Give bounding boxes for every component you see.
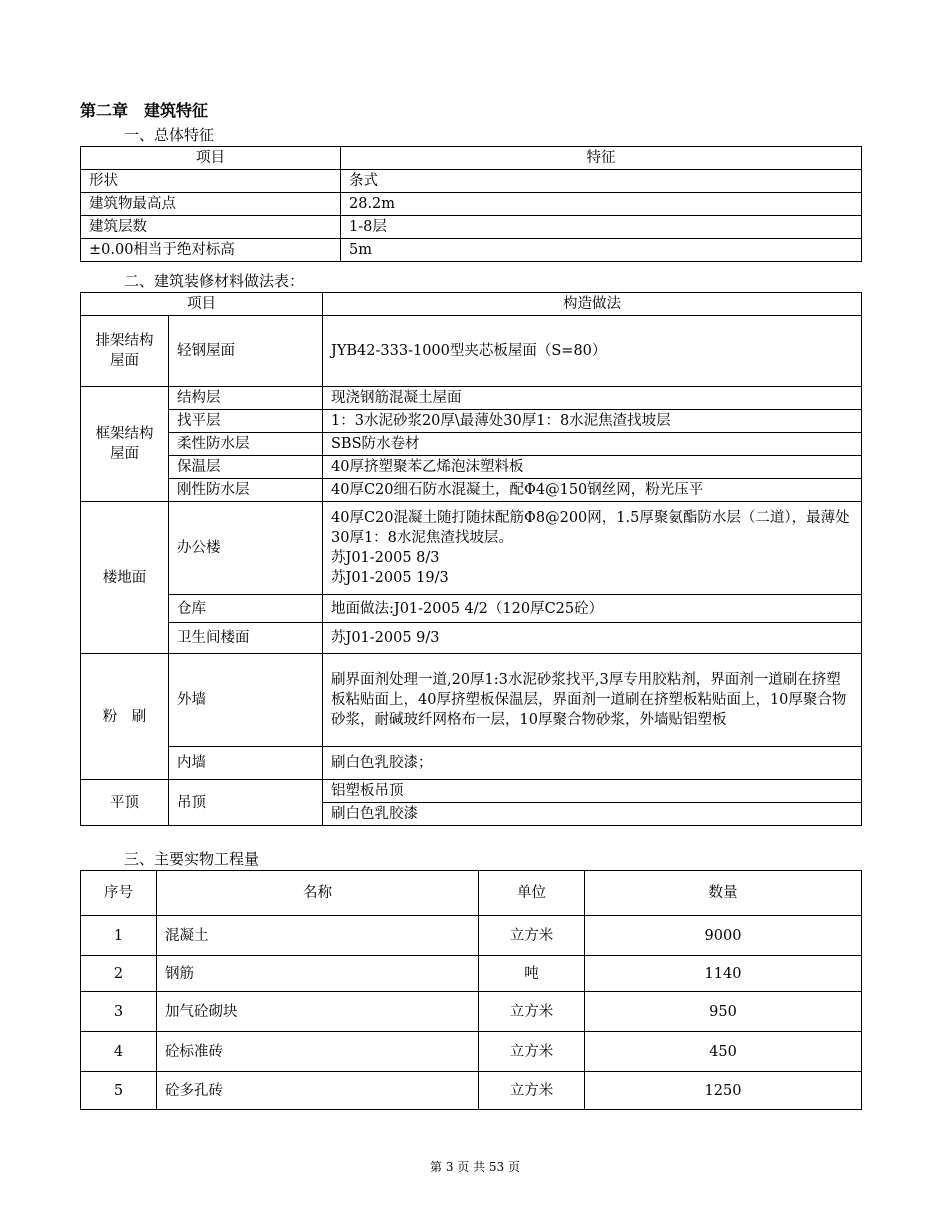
- item-cell: 结构层: [169, 387, 323, 410]
- quantity-cell: 1250: [585, 1072, 862, 1110]
- method-cell: 现浇钢筋混凝土屋面: [323, 387, 862, 410]
- unit-cell: 立方米: [479, 1032, 585, 1072]
- name-cell: 砼标准砖: [157, 1032, 479, 1072]
- item-cell: 找平层: [169, 410, 323, 433]
- quantities-table: [80, 870, 862, 1110]
- method-cell: 刷白色乳胶漆: [323, 803, 862, 826]
- table-row: [81, 956, 862, 992]
- chapter-title: 第二章 建筑特征: [80, 101, 209, 120]
- item-cell: 仓库: [169, 595, 323, 623]
- item-cell: 建筑物最高点: [81, 193, 341, 216]
- table-row: [81, 239, 862, 262]
- group-cell: 粉 刷: [81, 654, 169, 780]
- seq-cell: 5: [81, 1072, 157, 1110]
- finishes-table: [80, 292, 862, 826]
- unit-cell: 吨: [479, 956, 585, 992]
- header-cell: 构造做法: [323, 293, 862, 316]
- method-cell: 刷界面剂处理一道,20厚1:3水泥砂浆找平,3厚专用胶粘剂，界面剂一道刷在挤塑板粘贴面上，40厚挤塑板保温层，界面剂一道刷在挤塑板粘贴面上，10厚聚合物砂浆，耐碱玻纤网格布一层，10厚聚合物砂浆，外墙贴铝塑板: [323, 654, 862, 747]
- header-cell: 单位: [479, 871, 585, 916]
- header-cell: 特征: [341, 147, 862, 170]
- method-line: 40厚C20混凝土随打随抹配筋Φ8@200网，1.5厚聚氨酯防水层（二道），最薄处30厚1：8水泥焦渣找坡层。: [331, 510, 850, 546]
- unit-cell: 立方米: [479, 1072, 585, 1110]
- unit-cell: 立方米: [479, 992, 585, 1032]
- page-footer: 第 3 页 共 53 页: [430, 1160, 520, 1174]
- group-cell: 排架结构屋面: [81, 316, 169, 387]
- value-cell: 1-8层: [341, 216, 862, 239]
- item-cell: 形状: [81, 170, 341, 193]
- table-row: [81, 654, 862, 747]
- method-cell: 地面做法:J01-2005 4/2（120厚C25砼）: [323, 595, 862, 623]
- item-cell: 轻钢屋面: [169, 316, 323, 387]
- item-cell: 柔性防水层: [169, 433, 323, 456]
- item-cell: 外墙: [169, 654, 323, 747]
- name-cell: 加气砼砌块: [157, 992, 479, 1032]
- item-cell: 内墙: [169, 747, 323, 780]
- method-line: 苏J01-2005 8/3: [331, 550, 440, 566]
- group-cell: 框架结构屋面: [81, 387, 169, 502]
- method-cell: 铝塑板吊顶: [323, 780, 862, 803]
- table-row: [81, 410, 862, 433]
- quantity-cell: 450: [585, 1032, 862, 1072]
- table-row: [81, 216, 862, 239]
- table-row: [81, 387, 862, 410]
- table-row: [81, 916, 862, 956]
- method-cell: 40厚C20细石防水混凝土，配Φ4@150钢丝网，粉光压平: [323, 479, 862, 502]
- seq-cell: 4: [81, 1032, 157, 1072]
- table-row: [81, 170, 862, 193]
- section-title-finishes: 二、建筑装修材料做法表：: [124, 272, 305, 290]
- quantity-cell: 950: [585, 992, 862, 1032]
- value-cell: 5m: [341, 239, 862, 262]
- value-cell: 28.2m: [341, 193, 862, 216]
- table-row: [81, 433, 862, 456]
- header-cell: 项目: [81, 293, 323, 316]
- section-title-quantities: 三、主要实物工程量: [124, 850, 260, 868]
- table-row: [81, 193, 862, 216]
- header-cell: 序号: [81, 871, 157, 916]
- name-cell: 砼多孔砖: [157, 1072, 479, 1110]
- header-cell: 数量: [585, 871, 862, 916]
- table-row: [81, 456, 862, 479]
- item-cell: 建筑层数: [81, 216, 341, 239]
- overall-features-table: [80, 146, 862, 262]
- name-cell: 混凝土: [157, 916, 479, 956]
- table-row: [81, 747, 862, 780]
- table-row: [81, 992, 862, 1032]
- seq-cell: 3: [81, 992, 157, 1032]
- table-row: [81, 623, 862, 654]
- table-row: [81, 1032, 862, 1072]
- quantity-cell: 9000: [585, 916, 862, 956]
- unit-cell: 立方米: [479, 916, 585, 956]
- table-row: [81, 780, 862, 803]
- header-cell: 项目: [81, 147, 341, 170]
- item-cell: 保温层: [169, 456, 323, 479]
- table-row: [81, 479, 862, 502]
- table-row: [81, 502, 862, 595]
- table-header-row: [81, 147, 862, 170]
- table-row: [81, 1072, 862, 1110]
- value-cell: 条式: [341, 170, 862, 193]
- group-cell: 楼地面: [81, 502, 169, 654]
- method-cell: [323, 502, 862, 595]
- method-cell: SBS防水卷材: [323, 433, 862, 456]
- method-line: 苏J01-2005 19/3: [331, 570, 449, 586]
- item-cell: 卫生间楼面: [169, 623, 323, 654]
- method-cell: 40厚挤塑聚苯乙烯泡沫塑料板: [323, 456, 862, 479]
- table-row: [81, 595, 862, 623]
- header-cell: 名称: [157, 871, 479, 916]
- name-cell: 钢筋: [157, 956, 479, 992]
- table-header-row: [81, 871, 862, 916]
- method-cell: JYB42-333-1000型夹芯板屋面（S=80）: [323, 316, 862, 387]
- method-cell: 刷白色乳胶漆；: [323, 747, 862, 780]
- item-cell: 刚性防水层: [169, 479, 323, 502]
- table-header-row: [81, 293, 862, 316]
- item-cell: ±0.00相当于绝对标高: [81, 239, 341, 262]
- table-row: [81, 316, 862, 387]
- section-title-overall: 一、总体特征: [124, 126, 215, 144]
- seq-cell: 2: [81, 956, 157, 992]
- item-cell: 吊顶: [169, 780, 323, 826]
- item-cell: 办公楼: [169, 502, 323, 595]
- method-cell: 1：3水泥砂浆20厚\最薄处30厚1：8水泥焦渣找坡层: [323, 410, 862, 433]
- quantity-cell: 1140: [585, 956, 862, 992]
- seq-cell: 1: [81, 916, 157, 956]
- group-cell: 平顶: [81, 780, 169, 826]
- method-cell: 苏J01-2005 9/3: [323, 623, 862, 654]
